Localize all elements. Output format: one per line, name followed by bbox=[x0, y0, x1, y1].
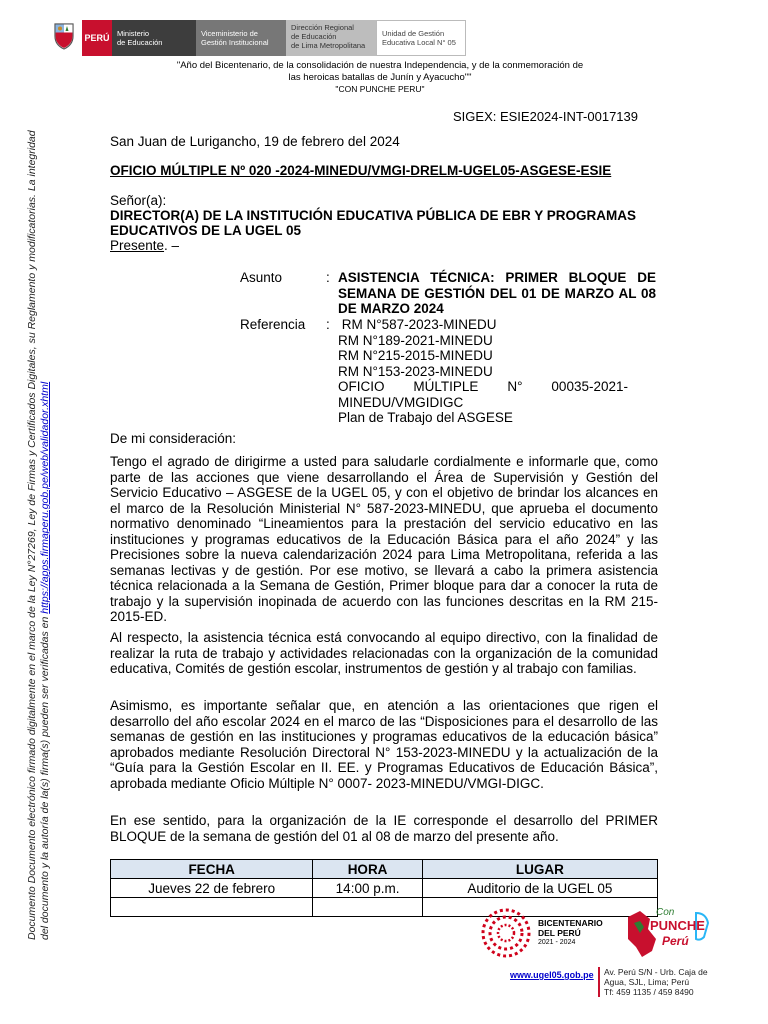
paragraph-3: Asimismo, es importante señalar que, en atención a las orientaciones que rigen el desarrollo del año escolar 2024 en el marco de las “Disposiciones para el desarrollo de las semanas de gestión en las instituciones y programas educativos de la educación básica” aprobados mediante Resolución Directoral N° 153-2023-MINEDU y la actualización de la “Guía para la Gestión Escolar en II. EE. y Programas Educativos de Educación Básica”, aprobada mediante Oficio Múltiple N° 0007- 2023-MINEDU/VMGI-DIGC. bbox=[110, 698, 658, 791]
motto-line-2: las heroicas batallas de Junín y Ayacucho"" bbox=[288, 71, 472, 83]
punche-con: Con bbox=[656, 907, 675, 918]
year-motto bbox=[140, 60, 620, 83]
asunto-colon: : bbox=[326, 270, 330, 285]
footer-address bbox=[598, 967, 724, 997]
asunto-label: Asunto bbox=[240, 270, 283, 285]
bicentenario-logo bbox=[480, 905, 610, 961]
salutation: Señor(a): bbox=[110, 193, 167, 208]
table-header-row bbox=[111, 860, 658, 879]
referencia-list bbox=[338, 317, 628, 426]
ugel-label: Unidad de Gestión Educativa Local N° 05 bbox=[376, 20, 466, 56]
asunto-text: ASISTENCIA TÉCNICA: PRIMER BLOQUE DE SEMANA DE GESTIÓN DEL 01 DE MARZO AL 08 DE MARZO 2024 bbox=[338, 270, 656, 316]
punche-peru: Perú bbox=[662, 934, 689, 948]
sigex-code: SIGEX: ESIE2024-INT-0017139 bbox=[453, 109, 638, 124]
header-fecha: FECHA bbox=[111, 860, 313, 879]
address-text: Av. Perú S/N - Urb. Caja de Agua, SJL, Lima; Perú bbox=[604, 967, 708, 987]
referencia-item: RM N°587-2023-MINEDU bbox=[338, 317, 497, 332]
cell-fecha: Jueves 22 de febrero bbox=[111, 879, 313, 898]
motto-line-1: "Año del Bicentenario, de la consolidación de nuestra Independencia, y de la conmemoración de bbox=[176, 60, 584, 71]
peru-label: PERÚ bbox=[82, 20, 112, 56]
signature-note-text: del documento y la autoría de la(s) firma(s) pueden ser verificadas en bbox=[39, 613, 51, 940]
bicentenario-line-2: DEL PERÚ bbox=[538, 928, 581, 938]
paragraph-1: Tengo el agrado de dirigirme a usted para saludarle cordialmente e informarle que, como parte de las acciones que viene desarrollando el Área de Supervisión y Gestión del Servicio Educativo – ASGESE de la UGEL 05, y con el objetivo de brindar los alcances en el marco de la Resolución Ministerial N° 587-2023-MINEDU, que aprueba el documento normativo denominado “Lineamientos para la prestación del servicio educativo en las instituciones y programas educativos de la Educación Básica para el año 2024” y las Precisiones sobre la nueva calendarización 2024 para Lima Metropolitana, referida a las semanas lectivas y de gestión. Por ese motivo, se llevará a cabo la primera asistencia técnica relacionada a la Semana de Gestión, Primer bloque para dar a conocer la ruta de trabajo y la supervisión inopinada de acuerdo con las funciones descritas en la RM 215-2015-ED. bbox=[110, 454, 658, 624]
paragraph-2: Al respecto, la asistencia técnica está convocando al equipo directivo, con la finalidad de realizar la ruta de trabajo y actividades relacionadas con la organización de la comunidad educativa, Comités de gestión escolar, instrumentos de gestión y al trabajo con familias. bbox=[110, 630, 658, 676]
cell-empty bbox=[111, 898, 313, 917]
referencia-item: RM N°153-2023-MINEDU bbox=[338, 363, 493, 379]
signature-note-line-1: Documento Documento electrónico firmado digitalmente en el marco de la Ley N°27269, Ley de Firmas y Certificados Digitales, su Reglamento y modificatorias. La integridad bbox=[26, 130, 38, 940]
presente-tail: . – bbox=[164, 238, 180, 253]
institutional-header bbox=[50, 20, 466, 56]
referencia-item: RM N°189-2021-MINEDU bbox=[338, 332, 493, 348]
presente-word: Presente bbox=[110, 238, 165, 253]
recipient-line-2: EDUCATIVOS DE LA UGEL 05 bbox=[110, 223, 302, 238]
bicentenario-sunburst-icon bbox=[480, 907, 532, 959]
oficio-number: OFICIO MÚLTIPLE Nº 020 -2024-MINEDU/VMGI-DRELM-UGEL05-ASGESE-ESIE bbox=[110, 163, 612, 178]
referencia-item: RM N°215-2015-MINEDU bbox=[338, 348, 493, 363]
bicentenario-text bbox=[538, 918, 603, 948]
referencia-item: Plan de Trabajo del ASGESE bbox=[338, 410, 513, 425]
cell-hora: 14:00 p.m. bbox=[313, 879, 422, 898]
ugel-website-link[interactable]: www.ugel05.gob.pe bbox=[510, 970, 594, 980]
recipient-line-1: DIRECTOR(A) DE LA INSTITUCIÓN EDUCATIVA PÚBLICA DE EBR Y PROGRAMAS bbox=[110, 208, 637, 223]
motto-line-3: "CON PUNCHE PERU" bbox=[335, 84, 425, 94]
punche-main: PUNCHE bbox=[650, 918, 705, 933]
referencia-label: Referencia bbox=[240, 317, 306, 332]
peru-shield-icon bbox=[50, 20, 78, 52]
digital-signature-note bbox=[26, 90, 52, 940]
bicentenario-line-1: BICENTENARIO bbox=[538, 918, 603, 928]
place-date: San Juan de Lurigancho, 19 de febrero del 2024 bbox=[110, 134, 400, 149]
paragraph-4: En ese sentido, para la organización de la IE corresponde el desarrollo del PRIMER BLOQUE de la semana de gestión del 01 al 08 de marzo del presente año. bbox=[110, 813, 658, 844]
greeting: De mi consideración: bbox=[110, 431, 237, 446]
header-lugar: LUGAR bbox=[422, 860, 657, 879]
con-punche-peru-logo bbox=[620, 905, 715, 963]
regional-direction-label: Dirección Regional de Educación de Lima Metropolitana bbox=[286, 20, 376, 56]
validator-link[interactable]: https://apps.firmaperu.gob.pe/web/validador.xhtml bbox=[39, 381, 51, 614]
referencia-colon: : bbox=[326, 317, 330, 332]
cell-lugar: Auditorio de la UGEL 05 bbox=[422, 879, 657, 898]
table-row bbox=[111, 879, 658, 898]
bicentenario-years: 2021 - 2024 bbox=[538, 939, 576, 946]
presente bbox=[110, 238, 179, 254]
vice-ministry-label: Viceministerio de Gestión Institucional bbox=[196, 20, 286, 56]
referencia-item: OFICIO MÚLTIPLE N° 00035-2021-MINEDU/VMGIDIGC bbox=[338, 379, 628, 410]
ministry-label: Ministerio de Educación bbox=[112, 20, 196, 56]
signature-note-line-2 bbox=[39, 90, 52, 940]
cell-empty bbox=[313, 898, 422, 917]
phone-text: Tf: 459 1135 / 459 8490 bbox=[604, 987, 694, 997]
header-hora: HORA bbox=[313, 860, 422, 879]
